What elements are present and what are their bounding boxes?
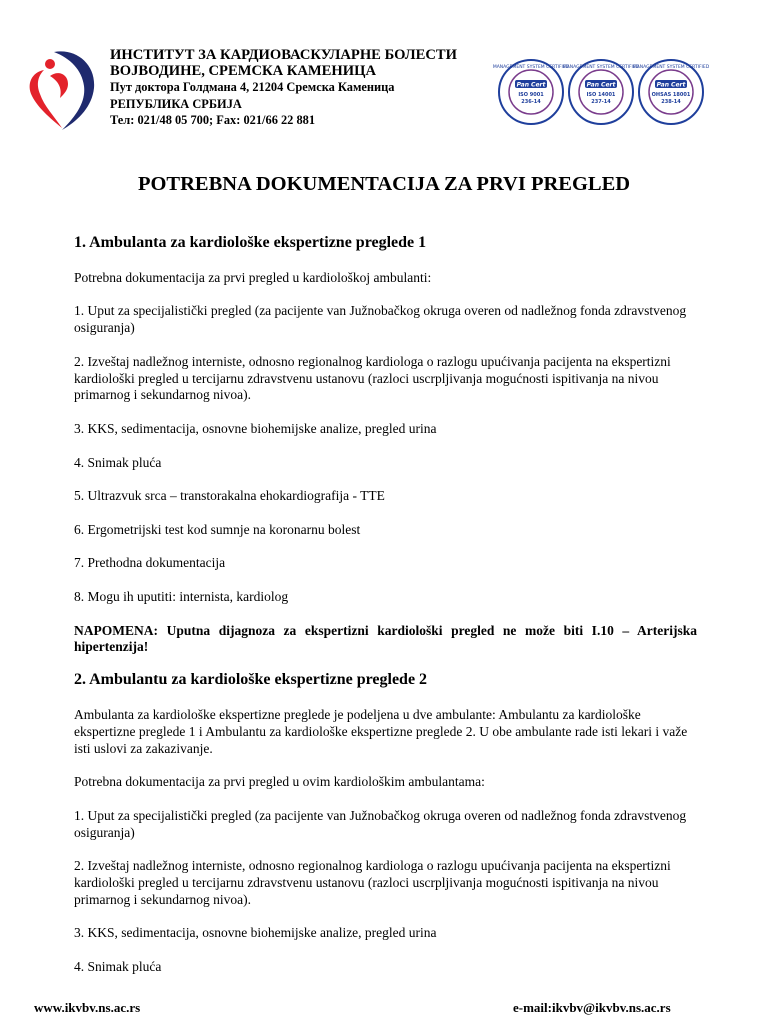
section-1-item-5: 5. Ultrazvuk srca – transtorakalna ehokardiografija - TTE [74, 488, 385, 504]
section-2-item-3: 3. KKS, sedimentacija, osnovne biohemijske analize, pregled urina [74, 925, 437, 941]
cert-ring-text: MANAGEMENT SYSTEM CERTIFIED [492, 65, 570, 70]
institute-name-line1: ИНСТИТУТ ЗА КАРДИОВАСКУЛАРНЕ БОЛЕСТИ [110, 47, 457, 63]
section-2-item-1: 1. Uput za specijalistički pregled (za pacijente van Južnobačkog okruga overen od nadležnog fonda zdravstvenog osiguranja) [74, 807, 687, 840]
section-1-item-3: 3. KKS, sedimentacija, osnovne biohemijske analize, pregled urina [74, 420, 437, 436]
document-body [74, 233, 697, 992]
section-2-item-2: 2. Izveštaj nadležnog interniste, odnosno regionalnog kardiologa o razlogu upućivanja pacijenta na ekspertizni kardiološki pregled u tercijarnu zdravstvenu ustanovu (razloci uscrpljivanja mogućnosti ispitivanja na nivou primarnog i sekundarnog nivoa). [74, 858, 671, 907]
cert-standard: OHSAS 18001 [651, 92, 691, 98]
footer-website-link[interactable]: www.ikvbv.ns.ac.rs [34, 1000, 141, 1015]
section-1-item-7: 7. Prethodna dokumentacija [74, 555, 226, 571]
section-1-item-2: 2. Izveštaj nadležnog interniste, odnosno regionalnog kardiologa o razlogu upućivanja pacijenta na ekspertizni kardiološki pregled u tercijarnu zdravstvenu ustanovu (razloci uscrpljivanja mogućnosti ispitivanja na nivou primarnog i sekundarnog nivoa). [74, 353, 671, 403]
section-1-item-4: 4. Snimak pluća [74, 454, 162, 470]
cert-number: 236-14 [521, 99, 541, 105]
section-1-item-1: 1. Uput za specijalistički pregled (za pacijente van Južnobačkog okruga overen od nadležnog fonda zdravstvenog osiguranja) [74, 303, 687, 336]
section-1-intro: Potrebna dokumentacija za prvi pregled u kardiološkoj ambulanti: [74, 269, 432, 285]
section-2-intro: Potrebna dokumentacija za prvi pregled u ovim kardiološkim ambulantama: [74, 774, 485, 790]
institute-address: Пут доктора Голдмана 4, 21204 Сремска Каменица [110, 80, 395, 95]
institute-logo [24, 46, 98, 132]
ohsas-18001-certificate-seal [632, 58, 710, 126]
institute-country: РЕПУБЛИКА СРБИЈА [110, 96, 242, 111]
institute-phone-fax: Тел: 021/48 05 700; Fax: 021/66 22 881 [110, 112, 316, 127]
iso-14001-certificate-seal [562, 58, 640, 126]
cert-brand: Pan Cert [586, 81, 616, 89]
section-2-item-4: 4. Snimak pluća [74, 958, 162, 974]
footer-email-link[interactable]: e-mail:ikvbv@ikvbv.ns.ac.rs [513, 1000, 671, 1015]
institute-header [110, 47, 500, 128]
cert-number: 237-14 [591, 99, 611, 105]
section-1-item-6: 6. Ergometrijski test kod sumnje na koronarnu bolest [74, 521, 361, 537]
section-2-description: Ambulanta za kardiološke ekspertizne preglede je podeljena u dve ambulante: Ambulantu za kardiološke ekspertizne preglede 1 i Ambulantu za kardiološke ekspertizne preglede 2. U obe ambulante rade isti lekari i važe isti uslovi za zakazivanje. [74, 706, 688, 756]
document-title: POTREBNA DOKUMENTACIJA ZA PRVI PREGLED [137, 173, 631, 195]
section-2-heading: 2. Ambulantu za kardiološke ekspertizne preglede 2 [74, 671, 428, 689]
cert-standard: ISO 14001 [586, 92, 616, 98]
cert-standard: ISO 9001 [518, 92, 544, 98]
institute-name-line2: ВОЈВОДИНЕ, СРЕМСКА КАМЕНИЦА [110, 63, 377, 80]
cert-number: 238-14 [661, 99, 681, 105]
section-1-item-8: 8. Mogu ih uputiti: internista, kardiolog [74, 588, 289, 604]
cert-brand: Pan Cert [516, 81, 546, 89]
iso-9001-certificate-seal [492, 58, 570, 126]
cert-brand: Pan Cert [656, 81, 686, 89]
cert-ring-text: MANAGEMENT SYSTEM CERTIFIED [632, 65, 710, 70]
cert-ring-text: MANAGEMENT SYSTEM CERTIFIED [562, 65, 640, 70]
section-1-note: NAPOMENA: Uputna dijagnoza za ekspertizni kardiološki pregled ne može biti I.10 – Arterijska hipertenzija! [74, 622, 697, 655]
section-1-heading: 1. Ambulanta za kardiološke ekspertizne preglede 1 [74, 234, 427, 251]
